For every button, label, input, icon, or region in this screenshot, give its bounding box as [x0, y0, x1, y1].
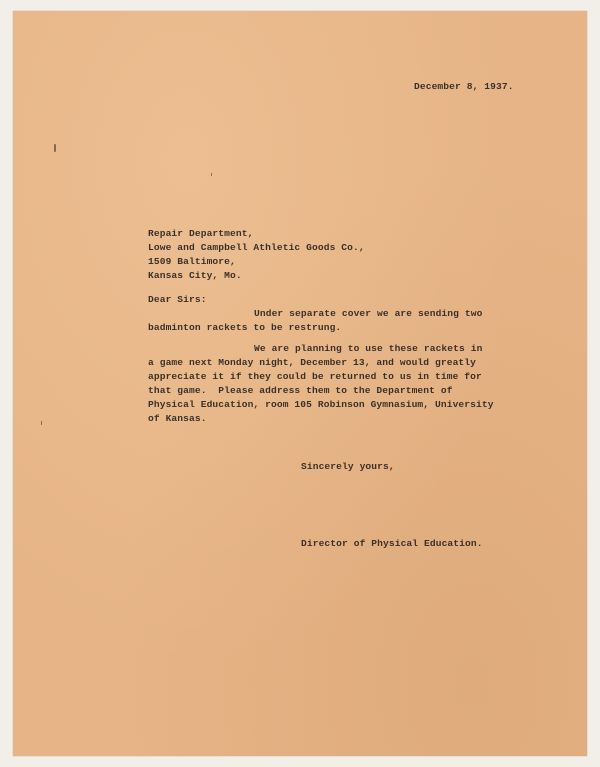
body-line: of Kansas. — [148, 413, 207, 424]
recipient-line: 1509 Baltimore, — [148, 256, 236, 267]
recipient-line: Lowe and Campbell Athletic Goods Co., — [148, 242, 365, 253]
letter-page — [13, 11, 587, 756]
body-line: a game next Monday night, December 13, and would greatly — [148, 357, 477, 368]
body-line: that game. Please address them to the Department of — [148, 385, 453, 396]
paper-speck — [54, 144, 56, 152]
recipient-line: Repair Department, — [148, 228, 254, 239]
body-line: appreciate it if they could be returned to us in time for — [148, 371, 482, 382]
salutation: Dear Sirs: — [148, 294, 207, 305]
paper-speck — [41, 421, 42, 425]
recipient-line: Kansas City, Mo. — [148, 270, 242, 281]
body-line: We are planning to use these rackets in — [254, 343, 483, 354]
closing: Sincerely yours, — [301, 461, 395, 472]
body-line: Under separate cover we are sending two — [254, 308, 483, 319]
paper-speck — [211, 173, 212, 176]
body-line: Physical Education, room 105 Robinson Gymnasium, University — [148, 399, 494, 410]
body-line: badminton rackets to be restrung. — [148, 322, 342, 333]
letter-date: December 8, 1937. — [414, 81, 514, 92]
signature-title: Director of Physical Education. — [301, 538, 483, 549]
